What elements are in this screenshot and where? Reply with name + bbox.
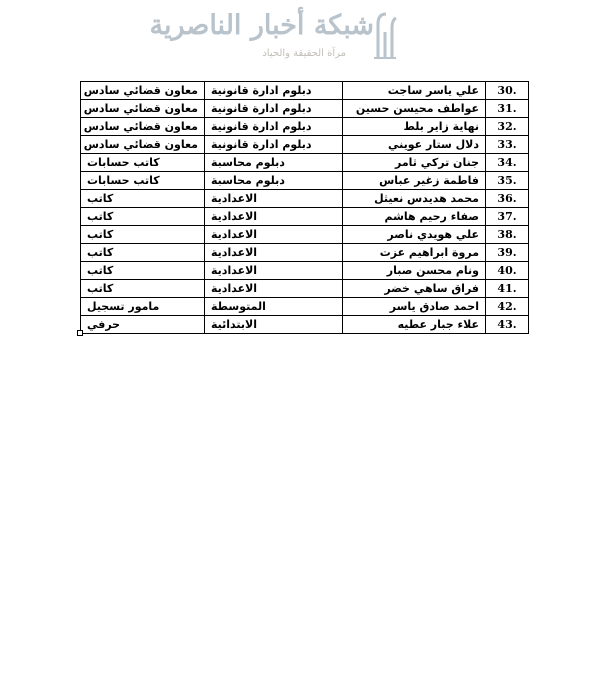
job-title: مامور تسجيل bbox=[81, 298, 205, 316]
table-row bbox=[81, 136, 529, 154]
row-number: .40 bbox=[486, 262, 529, 280]
qualification: دبلوم محاسبة bbox=[205, 154, 343, 172]
job-title: معاون قضائي سادس bbox=[81, 82, 205, 100]
employee-name: احمد صادق ياسر bbox=[343, 298, 486, 316]
qualification: الاعدادية bbox=[205, 226, 343, 244]
qualification: دبلوم محاسبة bbox=[205, 172, 343, 190]
table-row bbox=[81, 226, 529, 244]
employee-name: دلال ستار عويني bbox=[343, 136, 486, 154]
job-title: حرفي bbox=[81, 316, 205, 334]
qualification: الابتدائية bbox=[205, 316, 343, 334]
table-row bbox=[81, 172, 529, 190]
employee-name: نهاية زاير بلط bbox=[343, 118, 486, 136]
row-number: .36 bbox=[486, 190, 529, 208]
table-row bbox=[81, 316, 529, 334]
row-number: .34 bbox=[486, 154, 529, 172]
logo-tagline: مرآة الحقيقة والحياد bbox=[262, 48, 346, 59]
job-title: كاتب bbox=[81, 190, 205, 208]
job-title: معاون قضائي سادس bbox=[81, 100, 205, 118]
row-number: .35 bbox=[486, 172, 529, 190]
qualification: الاعدادية bbox=[205, 244, 343, 262]
employee-name: علاء جبار عطيه bbox=[343, 316, 486, 334]
table-end-marker bbox=[77, 330, 83, 336]
table-row bbox=[81, 208, 529, 226]
employee-name: مروة ابراهيم عزت bbox=[343, 244, 486, 262]
employee-name: محمد هديدس نعيثل bbox=[343, 190, 486, 208]
job-title: كاتب حسابات bbox=[81, 154, 205, 172]
table-row bbox=[81, 100, 529, 118]
employee-name: صفاء رحيم هاشم bbox=[343, 208, 486, 226]
job-title: كاتب bbox=[81, 244, 205, 262]
row-number: .41 bbox=[486, 280, 529, 298]
row-number: .31 bbox=[486, 100, 529, 118]
job-title: كاتب bbox=[81, 280, 205, 298]
qualification: دبلوم ادارة قانونية bbox=[205, 100, 343, 118]
employee-name: جنان تركي ثامر bbox=[343, 154, 486, 172]
row-number: .42 bbox=[486, 298, 529, 316]
table-row bbox=[81, 262, 529, 280]
qualification: الاعدادية bbox=[205, 208, 343, 226]
employee-table-body bbox=[81, 82, 529, 334]
qualification: دبلوم ادارة قانونية bbox=[205, 136, 343, 154]
employee-name: عواطف محيسن حسين bbox=[343, 100, 486, 118]
row-number: .37 bbox=[486, 208, 529, 226]
row-number: .43 bbox=[486, 316, 529, 334]
job-title: كاتب bbox=[81, 208, 205, 226]
qualification: الاعدادية bbox=[205, 190, 343, 208]
job-title: معاون قضائي سادس bbox=[81, 118, 205, 136]
table-row bbox=[81, 154, 529, 172]
row-number: .33 bbox=[486, 136, 529, 154]
table-row bbox=[81, 118, 529, 136]
job-title: كاتب bbox=[81, 226, 205, 244]
job-title: معاون قضائي سادس bbox=[81, 136, 205, 154]
qualification: المتوسطة bbox=[205, 298, 343, 316]
table-row bbox=[81, 280, 529, 298]
table-row bbox=[81, 82, 529, 100]
row-number: .38 bbox=[486, 226, 529, 244]
row-number: .30 bbox=[486, 82, 529, 100]
employee-name: علي ياسر ساجت bbox=[343, 82, 486, 100]
qualification: دبلوم ادارة قانونية bbox=[205, 82, 343, 100]
table-row bbox=[81, 298, 529, 316]
logo-name: شبكة أخبار الناصرية bbox=[149, 10, 374, 41]
qualification: الاعدادية bbox=[205, 262, 343, 280]
qualification: الاعدادية bbox=[205, 280, 343, 298]
employee-name: فراق ساهي خضر bbox=[343, 280, 486, 298]
employee-name: ونام محسن صبار bbox=[343, 262, 486, 280]
site-logo bbox=[149, 8, 396, 68]
employee-name: علي هويدي ناصر bbox=[343, 226, 486, 244]
job-title: كاتب حسابات bbox=[81, 172, 205, 190]
logo-emblem-icon bbox=[372, 10, 398, 60]
table-row bbox=[81, 190, 529, 208]
table-row bbox=[81, 244, 529, 262]
job-title: كاتب bbox=[81, 262, 205, 280]
row-number: .32 bbox=[486, 118, 529, 136]
row-number: .39 bbox=[486, 244, 529, 262]
qualification: دبلوم ادارة قانونية bbox=[205, 118, 343, 136]
employee-table bbox=[80, 81, 529, 334]
employee-name: فاطمة زغير عباس bbox=[343, 172, 486, 190]
